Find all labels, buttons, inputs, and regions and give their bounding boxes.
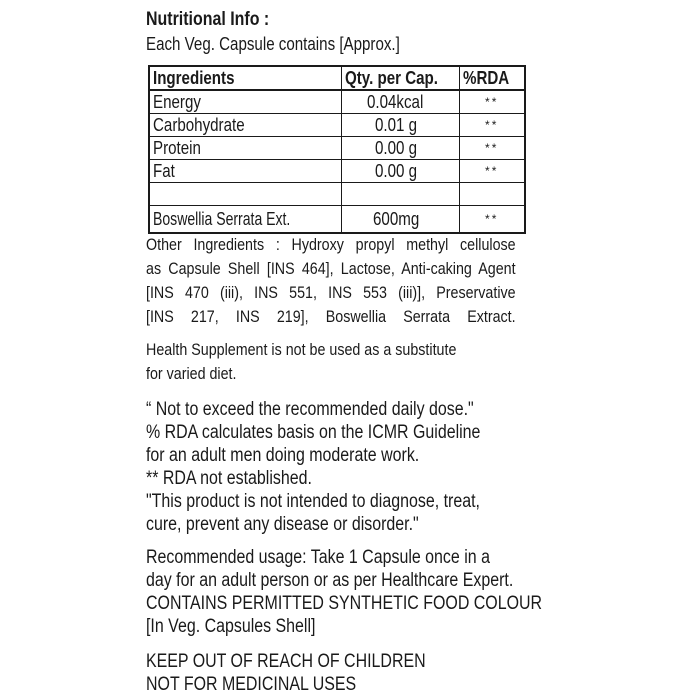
qty-cell: 600mg	[342, 206, 460, 234]
rda-cell	[459, 183, 525, 206]
table-row	[149, 114, 525, 137]
footer-warnings	[146, 650, 566, 696]
rda-cell: **	[459, 206, 525, 234]
warning-line: ** RDA not established.	[146, 468, 312, 489]
usage-paragraph	[146, 546, 566, 638]
other-ingredients-line: as Capsule Shell [INS 464], Lactose, Anti-caking Agent	[146, 259, 516, 278]
nutrition-table	[148, 65, 526, 234]
ingredient-cell: Boswellia Serrata Ext.	[149, 206, 342, 234]
warning-line: “ Not to exceed the recommended daily dose."	[146, 399, 474, 420]
table-header-row	[149, 66, 525, 90]
table-row-empty	[149, 183, 525, 206]
table-row	[149, 90, 525, 114]
qty-cell	[342, 183, 460, 206]
warnings-paragraph	[146, 398, 566, 536]
other-ingredients-line: [INS 470 (iii), INS 551, INS 553 (iii)], Preservative	[146, 283, 516, 302]
health-note-line: Health Supplement is not be used as a substitute	[146, 340, 457, 359]
other-ingredients-paragraph	[146, 233, 586, 329]
warning-line: "This product is not intended to diagnose, treat,	[146, 491, 480, 512]
header-ingredients: Ingredients	[149, 66, 342, 90]
qty-cell: 0.01 g	[342, 114, 460, 137]
header-qty: Qty. per Cap.	[342, 66, 460, 90]
nutritional-info-heading: Nutritional Info :	[146, 9, 270, 30]
usage-line: CONTAINS PERMITTED SYNTHETIC FOOD COLOUR	[146, 593, 543, 614]
ingredient-cell	[149, 183, 342, 206]
serving-description: Each Veg. Capsule contains [Approx.]	[146, 34, 400, 54]
usage-line: day for an adult person or as per Healthcare Expert.	[146, 570, 514, 591]
warning-line: for an adult men doing moderate work.	[146, 445, 420, 466]
footer-line: KEEP OUT OF REACH OF CHILDREN	[146, 651, 426, 672]
rda-cell: **	[459, 160, 525, 183]
ingredient-cell: Carbohydrate	[149, 114, 342, 137]
qty-cell: 0.00 g	[342, 137, 460, 160]
rda-cell: **	[459, 114, 525, 137]
ingredient-cell: Protein	[149, 137, 342, 160]
header-rda: %RDA	[459, 66, 525, 90]
other-ingredients-line: Other Ingredients : Hydroxy propyl methyl cellulose	[146, 235, 516, 254]
health-note-line: for varied diet.	[146, 364, 237, 383]
qty-cell: 0.04kcal	[342, 90, 460, 114]
rda-cell: **	[459, 137, 525, 160]
rda-cell: **	[459, 90, 525, 114]
warning-line: cure, prevent any disease or disorder."	[146, 514, 419, 535]
other-ingredients-line: [INS 217, INS 219], Boswellia Serrata Extract.	[146, 307, 516, 326]
table-row	[149, 137, 525, 160]
table-row	[149, 160, 525, 183]
table-row	[149, 206, 525, 234]
health-note-paragraph	[146, 338, 566, 386]
qty-cell: 0.00 g	[342, 160, 460, 183]
usage-line: [In Veg. Capsules Shell]	[146, 616, 316, 637]
ingredient-cell: Fat	[149, 160, 342, 183]
ingredient-cell: Energy	[149, 90, 342, 114]
usage-line: Recommended usage: Take 1 Capsule once in a	[146, 547, 490, 568]
warning-line: % RDA calculates basis on the ICMR Guideline	[146, 422, 481, 443]
footer-line: NOT FOR MEDICINAL USES	[146, 674, 357, 695]
